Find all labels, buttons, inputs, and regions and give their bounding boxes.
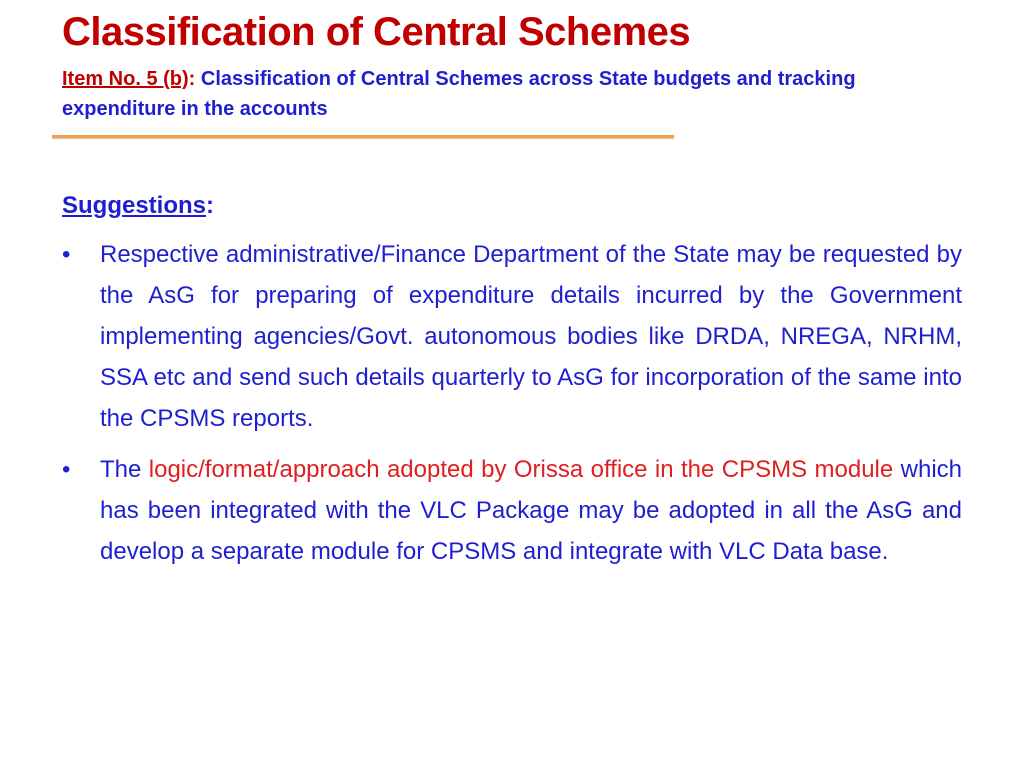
section-label: Suggestions <box>62 192 207 219</box>
list-item <box>62 234 962 439</box>
section-colon: : <box>206 192 215 219</box>
list-item <box>62 449 962 572</box>
item-reference: Item No. 5 (b) <box>62 68 189 90</box>
bullet-text-lead: The <box>100 456 149 483</box>
slide-title: Classification of Central Schemes <box>62 10 691 54</box>
slide-subtitle <box>62 64 962 124</box>
item-reference-separator: : <box>188 68 196 90</box>
suggestions-list <box>62 234 962 582</box>
bullet-icon: • <box>62 241 71 268</box>
section-heading <box>62 190 214 222</box>
bullet-text: Respective administrative/Finance Department of the State may be requested by the AsG for preparing of expenditure details incurred by the Government implementing agencies/Govt. autonomous bodies like DRDA, NREGA, NRHM, SSA etc and send such details quarterly to AsG for incorporation of the same into the CPSMS reports. <box>100 241 962 432</box>
bullet-text-highlight: logic/format/approach adopted by Orissa office in the CPSMS module <box>148 456 894 483</box>
bullet-icon: • <box>62 456 71 483</box>
subtitle-text: Classification of Central Schemes across State budgets and tracking expenditure in the accounts <box>62 68 856 120</box>
bullet-text-rest: which has been integrated with the VLC Package may be adopted in all the AsG and develop a separate module for CPSMS and integrate with VLC Data base. <box>100 456 963 565</box>
title-divider <box>52 135 674 138</box>
